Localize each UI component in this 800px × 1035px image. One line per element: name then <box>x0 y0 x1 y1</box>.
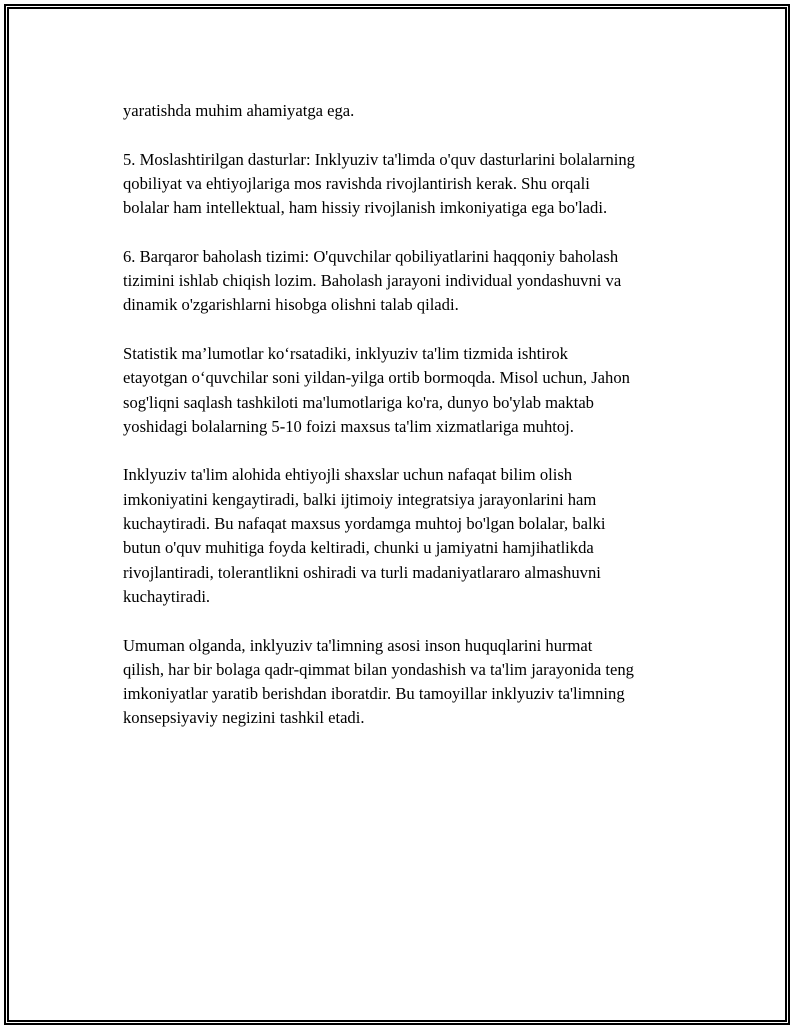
paragraph-statistics: Statistik ma’lumotlar ko‘rsatadiki, inklyuziv ta'lim tizmida ishtirok etayotgan o‘quvchilar soni yildan-yilga ortib bormoqda. Misol uchun, Jahon sog'liqni saqlash tashkiloti ma'lumotlariga ko'ra, dunyo bo'ylab maktab yoshidagi bolalarning 5-10 foizi maxsus ta'lim xizmatlariga muhtoj. <box>123 343 630 436</box>
paragraph-adapted-curricula: 5. Moslashtirilgan dasturlar: Inklyuziv ta'limda o'quv dasturlarini bolalarning qobiliyat va ehtiyojlariga mos ravishda rivojlantirish kerak. Shu orqali bolalar ham intellektual, ham hissiy rivojlanish imkoniyatiga ega bo'ladi. <box>123 149 635 218</box>
paragraph-conclusion: Umuman olganda, inklyuziv ta'limning asosi inson huquqlarini hurmat qilish, har bir bolaga qadr-qimmat bilan yondashish va ta'lim jarayonida teng imkoniyatlar yaratib berishdan iboratdir. Bu tamoyillar inklyuziv ta'limning konsepsiyaviy negizini tashkil etadi. <box>123 635 634 728</box>
document-body <box>123 99 703 755</box>
paragraph-assessment-system: 6. Barqaror baholash tizimi: O'quvchilar qobiliyatlarini haqqoniy baholash tizimini ishlab chiqish lozim. Baholash jarayoni individual yondashuvni va dinamik o'zgarishlarni hisobga olishni talab qiladi. <box>123 246 622 315</box>
document-page <box>4 4 790 1025</box>
paragraph-continuation: yaratishda muhim ahamiyatga ega. <box>123 101 355 120</box>
paragraph-integration: Inklyuziv ta'lim alohida ehtiyojli shaxslar uchun nafaqat bilim olish imkoniyatini kengaytiradi, balki ijtimoiy integratsiya jarayonlarini ham kuchaytiradi. Bu nafaqat maxsus yordamga muhtoj bo'lgan bolalar, balki butun o'quv muhitiga foyda keltiradi, chunki u jamiyatni hamjihatlikda rivojlantiradi, tolerantlikni oshiradi va turli madaniyatlararo almashuvni kuchaytiradi. <box>123 465 606 606</box>
